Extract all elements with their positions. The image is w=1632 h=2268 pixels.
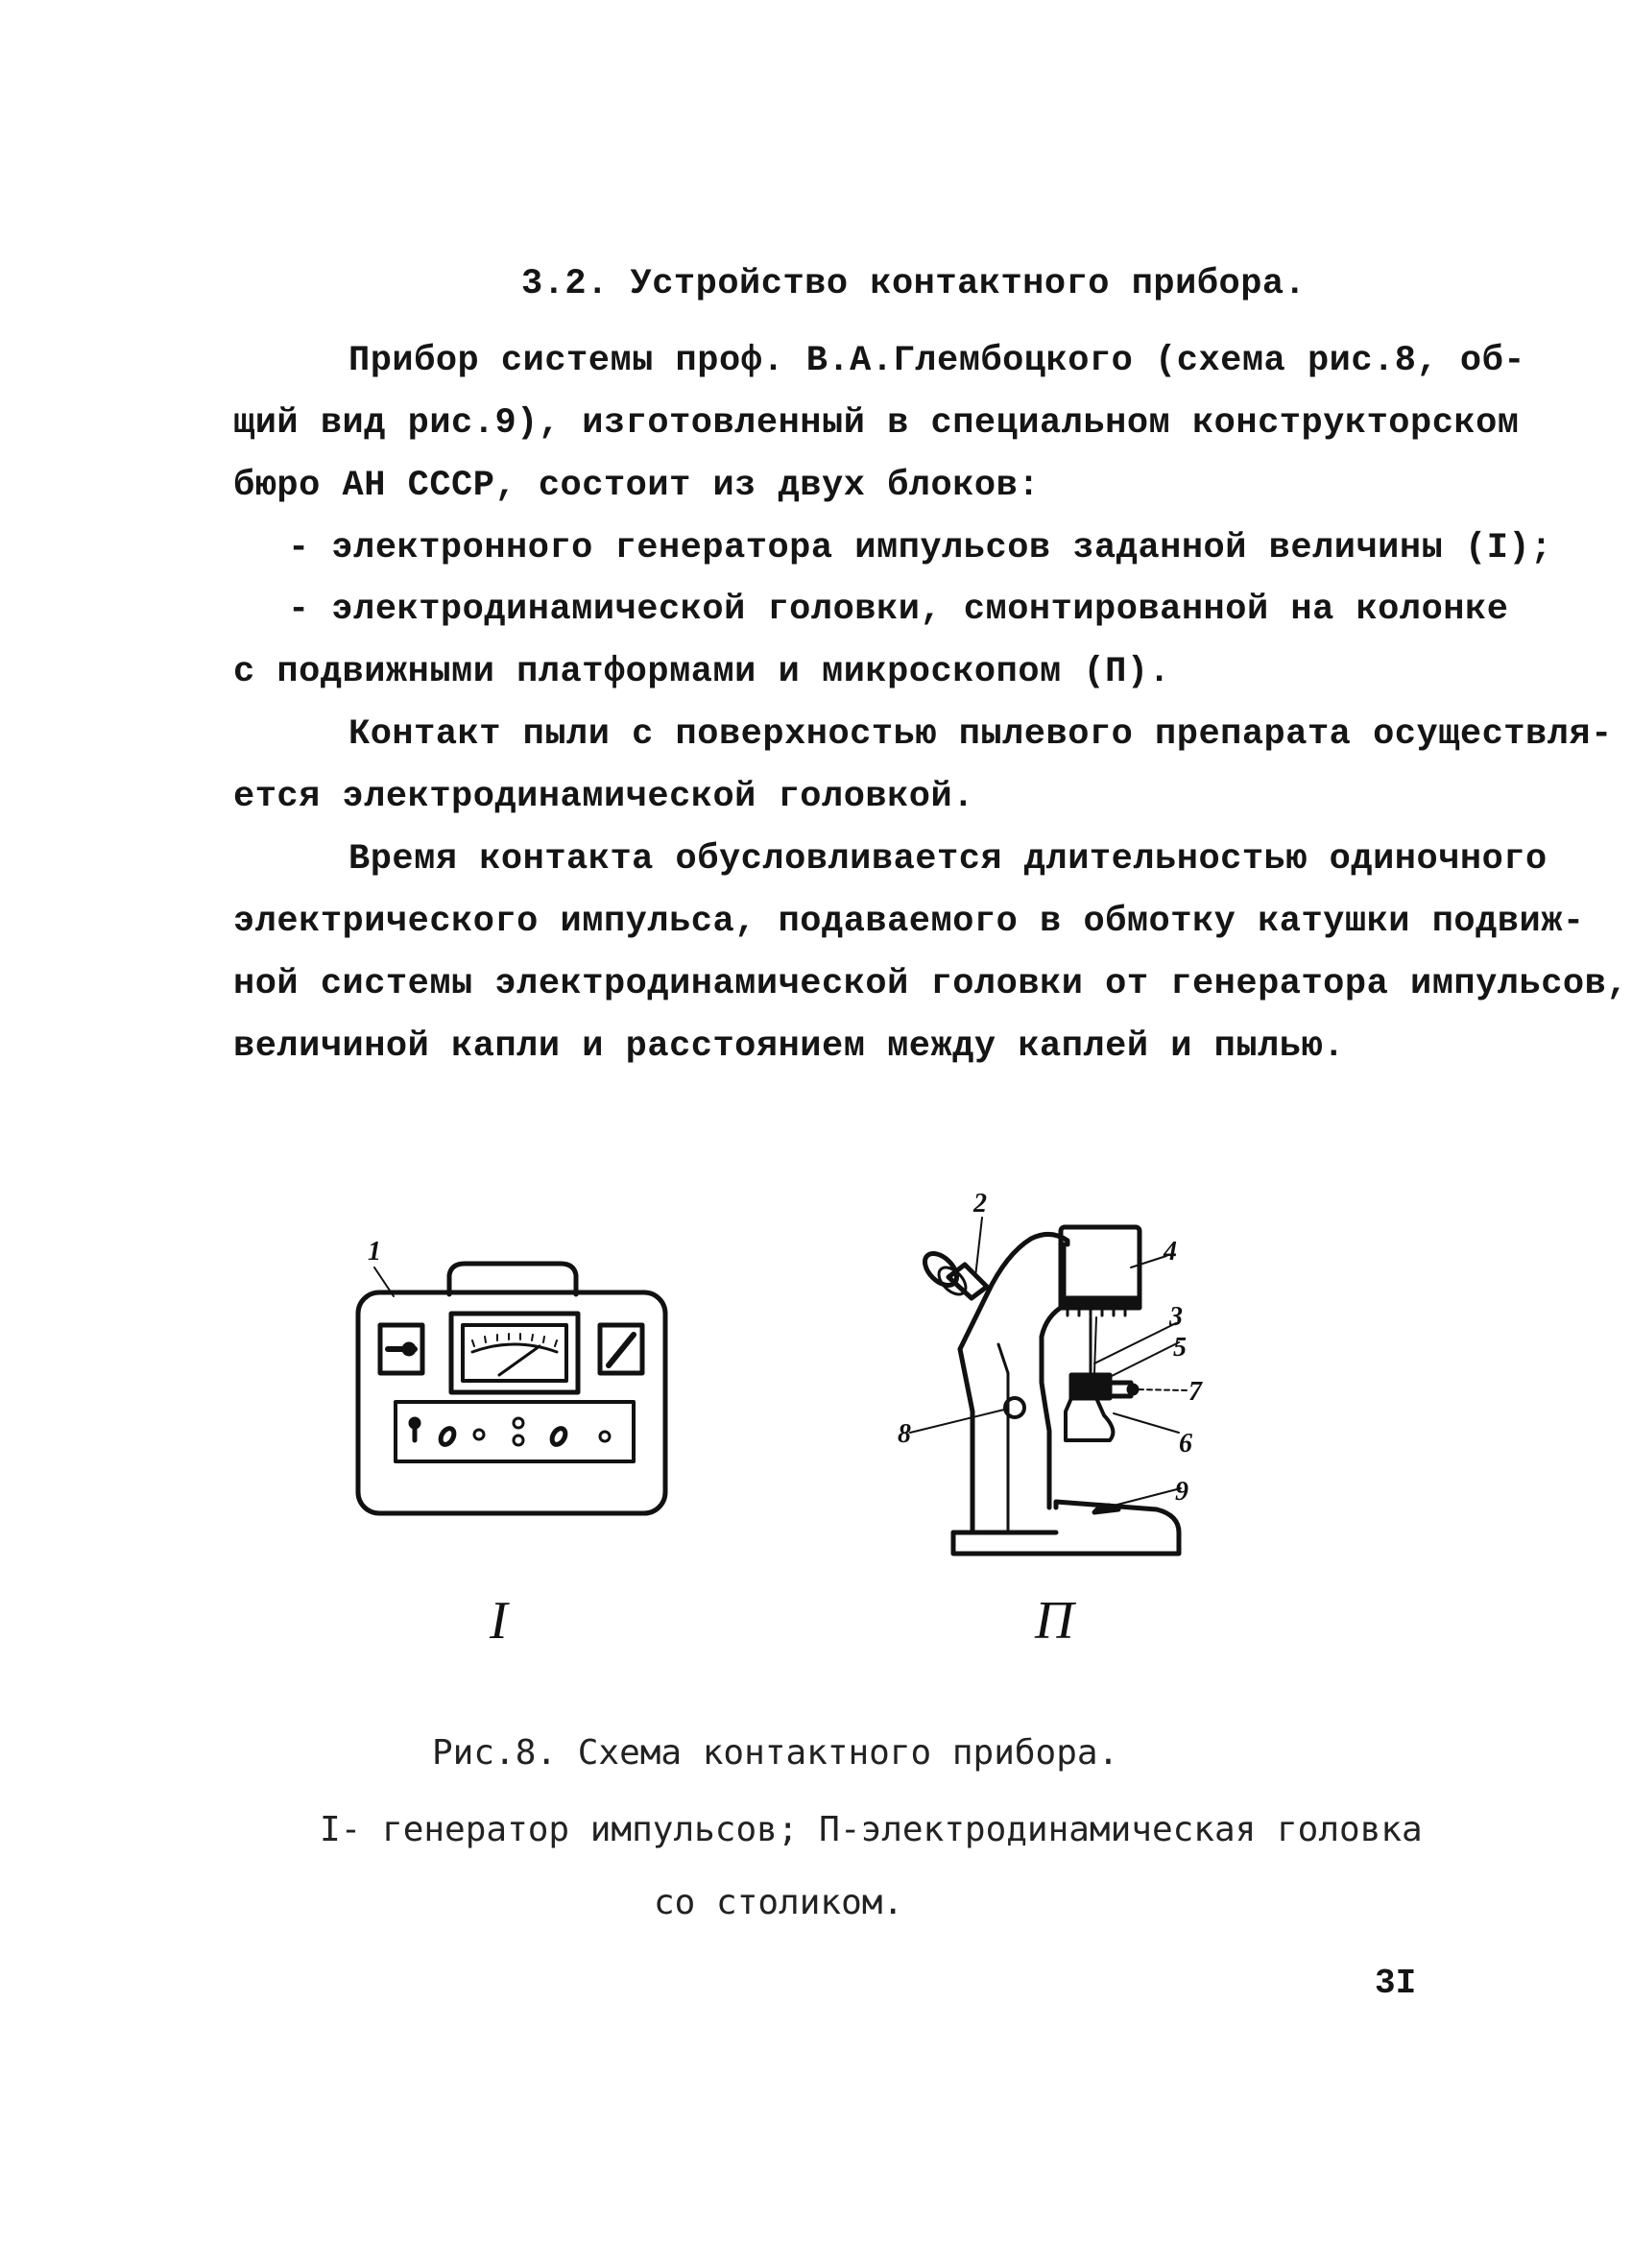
paragraph-line: электрического импульса, подаваемого в обмотку катушки подвиж- bbox=[233, 902, 1585, 942]
paragraph-line: щий вид рис.9), изготовленный в специальном конструкторском bbox=[233, 403, 1520, 444]
section-heading: 3.2. Устройство контактного прибора. bbox=[521, 264, 1307, 304]
callout-4: 4 bbox=[1164, 1237, 1177, 1267]
callout-9: 9 bbox=[1175, 1477, 1188, 1507]
callout-2: 2 bbox=[973, 1189, 987, 1218]
figure-label-head: П bbox=[1035, 1591, 1074, 1651]
list-item: - электродинамической головки, смонтированной на колонке bbox=[288, 590, 1509, 630]
paragraph-line: Время контакта обусловливается длительностью одиночного bbox=[348, 839, 1548, 880]
callout-1: 1 bbox=[368, 1237, 381, 1267]
callout-3: 3 bbox=[1169, 1302, 1183, 1332]
paragraph-line: с подвижными платформами и микроскопом (П). bbox=[233, 652, 1171, 692]
callout-6: 6 bbox=[1179, 1429, 1192, 1459]
callout-5: 5 bbox=[1173, 1333, 1187, 1363]
page-number: 3I bbox=[1375, 1964, 1417, 2003]
pulse-generator-drawing bbox=[358, 1264, 665, 1513]
paragraph-line: ется электродинамической головкой. bbox=[233, 777, 974, 817]
callout-7: 7 bbox=[1188, 1377, 1202, 1407]
list-item: - электронного генератора импульсов заданной величины (I); bbox=[288, 528, 1552, 568]
electrodynamic-head-drawing bbox=[910, 1218, 1187, 1554]
figure-caption-legend: I- генератор импульсов; П-электродинамическая головка bbox=[320, 1810, 1423, 1849]
figure-label-generator: I bbox=[490, 1591, 508, 1651]
paragraph-line: Прибор системы проф. В.А.Глембоцкого (схема рис.8, об- bbox=[348, 341, 1525, 381]
paragraph-line: Контакт пыли с поверхностью пылевого препарата осуществля- bbox=[348, 714, 1613, 755]
callout-8: 8 bbox=[898, 1419, 911, 1449]
paragraph-line: величиной капли и расстоянием между каплей и пылью. bbox=[233, 1026, 1345, 1067]
figure-caption-legend-cont: со столиком. bbox=[654, 1883, 904, 1922]
figure-caption-title: Рис.8. Схема контактного прибора. bbox=[432, 1733, 1119, 1773]
paragraph-line: ной системы электродинамической головки от генератора импульсов, bbox=[233, 964, 1629, 1004]
paragraph-line: бюро АН СССР, состоит из двух блоков: bbox=[233, 466, 1041, 506]
